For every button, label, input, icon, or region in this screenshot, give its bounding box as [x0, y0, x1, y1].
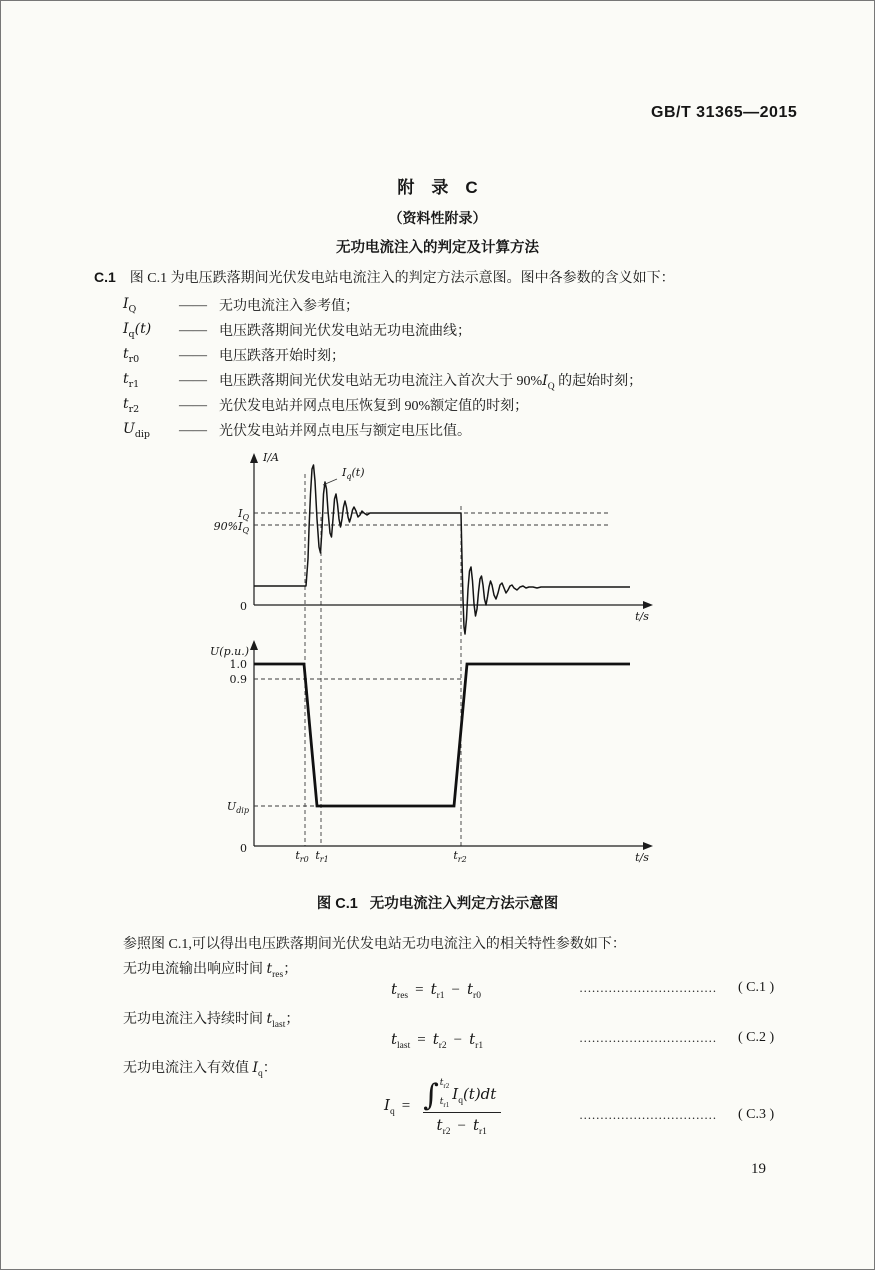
figure-c1-svg — [209, 449, 669, 869]
equation-c1: $t_{res} = t_{r1} - t_{r0}$ — [391, 980, 481, 1001]
equation-row-c2 — [1, 1030, 874, 1056]
figure-c1 — [209, 449, 669, 874]
definition-symbol: $I_Q$ — [123, 296, 137, 315]
top-x-axis-arrow — [643, 601, 653, 609]
iq-tick-label: $I_Q$ — [238, 507, 249, 522]
tick-0-9: 0.9 — [229, 673, 247, 686]
page-number: 19 — [751, 1161, 766, 1177]
equation-c3 — [384, 1076, 506, 1137]
definition-row-udip — [123, 418, 814, 443]
definition-dash: —— — [179, 397, 207, 413]
item-duration-time: 无功电流注入持续时间 $t_{last}$； — [123, 1011, 300, 1030]
udip-tick-label: $U_{dip}$ — [226, 800, 249, 815]
dots-leader: …………………………… — [579, 1108, 717, 1122]
integrand: $I_q(t)dt$ — [452, 1085, 497, 1106]
definition-row-iqt — [123, 318, 814, 343]
definition-dash: —— — [179, 297, 207, 313]
integral-limits — [440, 1076, 449, 1110]
top-y-axis-arrow — [250, 453, 258, 463]
item-response-time: 无功电流输出响应时间 $t_{res}$； — [123, 961, 298, 980]
lower-limit: $t_{r1}$ — [439, 1097, 450, 1109]
definition-dash: —— — [179, 422, 207, 438]
tr2-tick-label: $t_{r2}$ — [453, 849, 467, 864]
bottom-x-axis-arrow — [643, 842, 653, 850]
bottom-y-axis-label: U(p.u.) — [210, 645, 249, 658]
equation-number-c3: ( C.3 ) — [738, 1107, 775, 1122]
clause-c1 — [94, 267, 814, 287]
bottom-zero-label: 0 — [240, 842, 247, 855]
equation-row-c1 — [1, 980, 874, 1006]
equation-row-c3 — [1, 1076, 874, 1160]
definition-desc: 电压跌落开始时刻； — [219, 348, 345, 364]
definition-desc: 无功电流注入参考值； — [219, 298, 359, 314]
equation-number-c2: ( C.2 ) — [738, 1030, 775, 1045]
fraction — [419, 1076, 504, 1137]
fraction-denominator: $t_{r2} - t_{r1}$ — [423, 1112, 501, 1137]
definition-row-tr1 — [123, 368, 814, 393]
definition-dash: —— — [179, 372, 207, 388]
definition-symbol: $U_{dip}$ — [123, 421, 151, 440]
equals-sign: = — [401, 1098, 411, 1114]
tr1-tick-label: $t_{r1}$ — [315, 849, 329, 864]
top-x-axis-label: t/s — [635, 610, 649, 623]
equation-c3-lhs: $I_q$ — [384, 1096, 395, 1117]
definition-dash: —— — [179, 347, 207, 363]
item-rms-value: 无功电流注入有效值 $I_q$： — [123, 1060, 277, 1079]
definition-desc: 电压跌落期间光伏发电站无功电流注入首次大于 $90\%I_Q$ 的起始时刻； — [219, 372, 643, 392]
definition-row-tr0 — [123, 343, 814, 368]
standard-number: GB/T 31365—2015 — [651, 104, 798, 121]
figure-caption-text: 无功电流注入判定方法示意图 — [369, 896, 559, 912]
tr0-tick-label: $t_{r0}$ — [295, 849, 309, 864]
top-zero-label: 0 — [240, 600, 247, 613]
clause-text: 图 C.1 为电压跌落期间光伏发电站电流注入的判定方法示意图。图中各参数的含义如下： — [129, 271, 675, 286]
definition-dash: —— — [179, 322, 207, 338]
definition-row-iq-ref — [123, 293, 814, 318]
dots-leader: …………………………… — [579, 981, 717, 995]
appendix-subject: 无功电流注入的判定及计算方法 — [336, 240, 539, 256]
equation-c2: $t_{last} = t_{r2} - t_{r1}$ — [391, 1030, 484, 1051]
bottom-x-axis-label: t/s — [635, 851, 649, 864]
figure-caption — [1, 892, 874, 913]
definition-symbol: $I_q(t)$ — [123, 321, 152, 340]
current-curve-label: $I_q(t)$ — [342, 466, 365, 481]
dots-leader: …………………………… — [579, 1031, 717, 1045]
clause-number: C.1 — [94, 269, 116, 285]
ninety-pct-iq-tick-label: $90\%I_Q$ — [213, 520, 249, 535]
upper-limit: $t_{r2}$ — [439, 1078, 450, 1090]
paragraph-after-figure: 参照图 C.1,可以得出电压跌落期间光伏发电站无功电流注入的相关特性参数如下： — [123, 937, 626, 952]
definition-desc: 光伏发电站并网点电压与额定电压比值。 — [219, 423, 471, 439]
definition-symbol: $t_{r0}$ — [123, 346, 140, 365]
definition-list — [123, 293, 814, 443]
top-y-axis-label: I/A — [263, 451, 279, 464]
appendix-heading: 附 录 C — [397, 178, 478, 197]
bottom-y-axis-arrow — [250, 640, 258, 650]
definition-symbol: $t_{r1}$ — [123, 371, 140, 390]
figure-caption-label: 图 C.1 — [316, 896, 358, 912]
reactive-current-curve — [254, 465, 630, 634]
definition-symbol: $t_{r2}$ — [123, 396, 140, 415]
appendix-title-block — [1, 173, 874, 257]
definition-desc: 光伏发电站并网点电压恢复到 90%额定值的时刻； — [219, 398, 529, 414]
integral-sign: ∫ — [423, 1077, 439, 1113]
voltage-curve — [254, 664, 630, 806]
definition-desc: 电压跌落期间光伏发电站无功电流曲线； — [219, 323, 471, 339]
fraction-numerator — [419, 1076, 504, 1112]
tick-1-0: 1.0 — [229, 658, 247, 671]
definition-row-tr2 — [123, 393, 814, 418]
equation-number-c1: ( C.1 ) — [738, 980, 775, 995]
appendix-type: （资料性附录） — [388, 210, 487, 226]
